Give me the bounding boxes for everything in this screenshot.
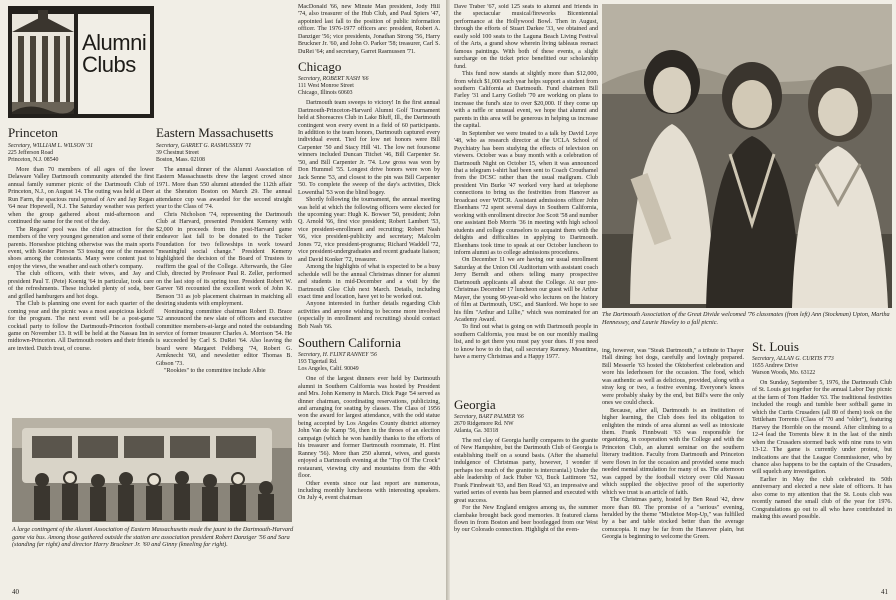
georgia-continued: ing, however, was "Steak Dartmouth," a tribute to Thayer Hall dining: hot dogs, carefully and lovingly prepared. Bill Messerle '63 hosted the Oktoberfest celebration and wore his lederhosen for the occasion. The food, which was authentic as well as delicious, provided, along with a stray keg or two, a festive evening. Everyone's knees were probably shaky by the end, but Bill's were the only ones we could check. (602, 348, 744, 407)
southern-california-paragraph: Other events since our last report are numerous, including monthly luncheons with interesting speakers. On July 4, event chairman (298, 480, 440, 502)
eastern-massachusetts-paragraph: Nominating committee chairman Robert D. Brace '52 announced the new slate of officers and executive committee members-at-large and noted the outstanding service of former treasurer Charles A. Morrison '54. He is succeeded by Carl S. DuRei '64. Also leaving the board were Margaret Feldberg '74, Robert G. Armknecht '60, and newsletter editor Thomas B. Gibson '73. (156, 308, 292, 367)
st-louis-column (752, 340, 892, 596)
princeton-paragraph: The Regans' pool was the chief attraction for the members of the very youngest generation and some of their parents. Horseshoe pitching otherwise was the main sports event, with Kester Pierson '53 tossing one of the meanest shoes among the contestants. Many were content just to enjoy the views, the weather and each other's company. (8, 226, 154, 270)
third-column (298, 4, 440, 594)
southern-california-continued: In September we were treated to a talk by David Loye '48, who as research director at the UCLA School of Psychiatry has been studying the effects of television on viewers. October was a busy month with a celebration of Dartmouth Night on October 15, when it was announced that a telegram t-shirt had been sent to Coach Crouthamel from the DCSC rather than the usual mailgram. Club president Vin Burke '47 worked very hard at telephone connections to bring us the festivities from Hanover as broadcast over WDCR. Assistant admissions officer John Elsenhans '72 spent several days in Southern California, working with enrollment director Joe Scott '58 and number one assistant Bob Morris '36 in meeting with high school students and college counselors to acquaint them with the delights and difficulties in applying to Dartmouth. Elsenhans took time to speak at our October luncheon to inform alumni as to college admissions procedures. (454, 130, 598, 256)
great-divide-caption: The Dartmouth Association of the Great Divide welcomed '76 classmates (from left) Ann (Stockman) Upton, Martha Hennessey, and Laurie Hawley to a fall picnic. (602, 311, 890, 326)
princeton-heading: Princeton (8, 126, 58, 140)
southern-california-address-line-1: 193 Tigertail Rd. (298, 359, 338, 366)
st-louis-paragraph: Earlier in May the club celebrated its 50th anniversary and elected a new slate of officers. It has also come to my attention that the St. Louis club was recently named the small club of the year for 1976. Congratulations go out to all who have contributed in making this award possible. (752, 476, 892, 521)
georgia-secretary: Secretary, BART PALMER '66 (454, 414, 524, 420)
eastern-massachusetts-address-line-1: 39 Chestnut Street (156, 150, 199, 156)
southern-california-continued: On December 11 we are having our usual enrollment Saturday at the Union Oil Auditorium with assistant coach Jerry Berndt and others telling many prospective Dartmouth applicants all about the College. At our pre-Christmas December 17 luncheon our guest will be Arthur Mayer, the young 90-year-old who lectures on the history of film at Dartmouth, USC, and Stanford. We hope to see his film "Arthur and Lillie," which was nominated for an Academy Award. (454, 257, 598, 324)
princeton-paragraph: More than 70 members of all ages of the lower Delaware Valley Dartmouth community attended the first annual family summer picnic of the Dartmouth Club of Princeton, N.J., on August 14. The outing was held at Deer Run Farm, the spacious rural spread of Arv and Jay Regan '64 near Hopewell, N.J. The Saturday weather was perfect when the group gathered about mid-afternoon and continued the same for the rest of the day. (8, 167, 154, 226)
eastern-massachusetts-paragraph: "Rookies" to the committee include Albie (164, 368, 266, 375)
eastern-massachusetts-secretary: Secretary, GARRET G. RASMUSSEN '71 (156, 143, 252, 149)
alumni-clubs-banner (8, 6, 154, 118)
georgia-paragraph: The red clay of Georgia hardly compares to the granite of New Hampshire, but the Dartmouth Club of Georgia is establishing itself on a sound basis. (After the shameful indulgence of Christmas party, however, I wonder if perhaps too much of the granite is intercranial.) Under the able leadership of Jack Huber '63, Buck Lattimore '52, Frank Finnbwait '63, and Ben Read '63, an impressive and varied series of events has been planned and executed with great success. (454, 438, 598, 504)
chicago-heading: Chicago (298, 59, 342, 75)
princeton-address-line-1: 225 Jefferson Road (8, 150, 53, 156)
georgia-address-line-2: Atlanta, Ga. 30318 (454, 428, 499, 434)
eastern-massachusetts-heading: Eastern Massachusetts (156, 126, 274, 140)
chicago-paragraph: Among the highlights of what is expected to be a busy schedule will be the annual Christmas dinner for alumni and students in mid-December and a visit by the Dartmouth Glee Club next March. Details, including exact time and location, have yet to be worked out. (298, 264, 440, 300)
eastern-massachusetts-paragraph: Chris Nicholson '74, representing the Dartmouth Club at Harvard, presented President Kemeny with $2,000 in proceeds from the post-Harvard game endeavor last fall to be donated to the Tucker Foundation for two fellowships in work toward "meaningful social change." President Kemeny highlighted the decision of the Board of Trustees to reaffirm the goal of the College. Afterwards, the Glee Club, directed by Professor Paul R. Zeller, performed on the last stop of its spring tour. President Robert W. Garver '68 recounted the excellent work of John K. Benson '31 as job placement chairman in matching all desiring students with employment. (156, 211, 292, 308)
chicago-paragraph: Anyone interested in further details regarding Club activities and anyone wishing to become more involved (especially in enrollment and recruiting) should contact Bob Nash '66. (298, 301, 440, 330)
chicago-address-line-2: Chicago, Illinois 60603 (298, 90, 353, 97)
southern-california-secretary: Secretary, H. FLINT RANNEY '56 (298, 352, 377, 359)
right-page (450, 0, 896, 600)
princeton-address-line-2: Princeton, N.J. 08540 (8, 157, 59, 163)
left-page-number: 40 (12, 588, 19, 596)
alumni-clubs-title: Alumni Clubs (82, 30, 147, 77)
princeton-secretary: Secretary, WILLIAM L. WILSON '31 (8, 143, 94, 149)
st-louis-secretary: Secretary, ALLAN G. CURTIS T'73 (752, 356, 834, 362)
southern-california-continued: To find out what is going on with Dartmouth people in southern California, you must be on our monthly mailing list, and to get there you must pay your dues. If you need to know how to do that, call secretary Ranney. Meantime, have a merry Christmas and a Happy 1977. (454, 324, 598, 361)
chicago-address-line-1: 111 West Monroe Street (298, 83, 354, 90)
chicago-secretary: Secretary, ROBERT NASH '66 (298, 76, 369, 83)
bus-group-illustration (12, 418, 292, 522)
southern-california-paragraph: One of the largest dinners ever held by Dartmouth alumni in Southern California was hosted by President and Mrs. John Kemeny in March. Dick Page '54 served as dinner chairman, coordinating reservations, publicizing, and arranging for seating by classes. The Class of 1956 won the award for largest attendance, with the odd statue being accepted by Los Angeles County district attorney John Van de Kamp '56, then in the throes of an election campaign (which he won handily thanks to the efforts of his treasurer and former Dartmouth roommate, H. Flint Ranney '56). More than 250 alumni, wives, and guests enjoyed a Dartmouth evening at the "Top Of The Crock" restaurant, viewing city and mountains from the 40th floor. (298, 376, 440, 480)
eastern-massachusetts-address-line-2: Boston, Mass. 02108 (156, 157, 205, 163)
georgia-continued: The Christmas party, hosted by Ben Read '42, drew more than 80. The promise of a "serious" evening, heralded by the theme "Mistletoe Mop-Up," was fulfilled by a bar and table stocked better than the average cornucopia. It may be far from the Hanover plain, but Georgia is beginning to welcome the Green. (602, 497, 744, 541)
eastern-massachusetts-continued: MacDonald '66, new Minute Man president, Jody Hill '74, also treasurer of the Hub Club, and Paul Spiers '47, appointed last fall to the position of public information officer. The 1976-1977 officers are: president, Robert A. Danziger '56; vice presidents, Jonathan Strong '56, Harry Bruckner Jr. '60, and John O. Parker '58; treasurer, Carl S. DuRei '64; and secretary, Garret Rasmussen '71. (298, 4, 440, 55)
georgia-paragraph: For the New England emigres among us, the summer clambake brought back good memories. It featured clams flown in from Boston and beer bootlegged from our West by our Colorado connection. Highlight of the even- (454, 505, 598, 534)
southern-california-continued: This fund now stands at slightly more than $12,000, from which $1,000 each year helps support a student from southern California at Dartmouth. Fund chairmen Bill Farley '31 and Larry Gotlieb '70 are working on plans to increase the fund's size to over $20,000. If they come up with a raffle or unusual event, we hope that alumni and parents in this area will be generous in helping us increase the capital. (454, 71, 598, 130)
right-page-number: 41 (881, 588, 888, 596)
st-louis-heading: St. Louis (752, 340, 799, 354)
southern-california-heading: Southern California (298, 335, 401, 351)
southern-california-continued: Dave Traber '67, sold 125 seats to alumni and friends in the spectacular musical/fireworks Bicentennial performance at the Hollywood Bowl. Then in August, through the efforts of Stuart Darkee '33, we obtained and easily sold 100 seats to the Laguna Beach Living Festival of the Arts, a grand show wherein living tableaus reenact famous paintings. With both of these events, a slight surcharge on the ticket price benefitted our scholarship fund. (454, 4, 598, 70)
st-louis-address-line-2: Warson Woods, Mo. 63122 (752, 370, 816, 376)
chicago-paragraph: Shortly following the tournament, the annual meeting was held at which the following officers were elected for the upcoming year: Hugh K. Bowser '50, president; John Q. Arnold '66, first vice president; Robert Lambert '53, vice president-enrollment and recruiting; Robert Nash '66, vice president-publicity and secretary; Malcolm Jones '72, vice president-programs; Richard Waddell '72, vice president-undergraduates and recent graduate liaison; and David Konker '72, treasurer. (298, 197, 440, 263)
right-column-1 (454, 4, 598, 390)
princeton-paragraph: The Club is planning one event for each quarter of the coming year and the picnic was a most auspicious kickoff for the program. The next event will be a post-game cocktail party to follow the Dartmouth-Princeton football game on November 13. It will be held at the Nassau Inn in midtown-Princeton. All Dartmouth rooters and their friends are invited. Dutch treat, of course. (8, 301, 154, 352)
left-page (0, 0, 446, 600)
st-louis-address-line-1: 1655 Andrew Drive (752, 363, 799, 369)
princeton-paragraph: The club officers, with their wives, and Jay and president Paul T. (Pete) Koenig '64 in particular, took care of the refreshments. These included plenty of soda, beer and grilled hamburgers and hot dogs. (8, 271, 154, 300)
georgia-continued: Because, after all, Dartmouth is an institution of higher learning, the Club does feel its obligation to enlighten the minds of area alumni as well as intoxicate them. Frank Finnbwait '63 was responsible for organizing, in cooperation with the College and with the Princeton Club, an alumni seminar on the southern literary tradition. Faculty from Dartmouth and Princeton were flown in for the occasion and provided some much needed mental stimulation for many of us. The afternoon was capped by the football victory over Old Nassau which supplied the objective proof of the superiority which we trust is an article of faith. (602, 407, 744, 496)
bus-group-photo (12, 418, 292, 522)
georgia-heading: Georgia (454, 398, 496, 412)
chicago-paragraph: Dartmouth team sweeps to victory! In the first annual Dartmouth-Princeton-Harvard Alumni Golf Tournament held at Shoreacres Club in Lake Bluff, Ill., the Dartmouth contingent won every event in a field of 60 participants. In addition to the team honors, Dartmouth captured every individual event. Tied for low net honors were Bill Carpenter '50 and Stacy Hill '41. The low net foursome winners included Duncan Titchet '46, Bill Carpenter Sr. '50, and Bill Carpenter Jr. '74. Low gross was won by Don Hummel '55. Longest drive honors were won by Jack Senne '53, and closest to the pin was Bill Carpenter '50. To complete the sweep of the day's activities, Dick Lowenthal '53 won the blind bogey. (298, 100, 440, 196)
right-column-3 (602, 348, 744, 596)
great-divide-photo (602, 4, 892, 308)
southern-california-address-line-2: Los Angeles, Calif. 90049 (298, 366, 359, 373)
georgia-address-line-1: 2670 Ridgemore Rd. NW (454, 421, 514, 427)
georgia-column (454, 398, 598, 596)
st-louis-paragraph: On Sunday, September 5, 1976, the Dartmouth Club of St. Louis got together for the annual Labor Day picnic at the farm of Tom Hadder '63. The traditional festivities included the rough and tumble beer softball game in which the Curtis Crusaders (all 80 of them) took on the Tettleham Torrents (Class of '70 and "older"), featuring Harvey the Horrible on the mound. After climbing to a 12-4 lead the Torrents blew it in the last of the ninth when the Crusaders stormed back with nine runs to win 13-12. The game is currently under protest, but indications are that the League Commissioner, who by chance also happens to be the captain of the Crusaders, will squelch any investigation. (752, 380, 892, 476)
three-women-illustration (602, 4, 892, 308)
eastern-massachusetts-column (156, 126, 292, 416)
bus-photo-caption: A large contingent of the Alumni Association of Eastern Massachusetts made the jaunt to the Dartmouth-Harvard game via bus. Among those gathered outside the station are association president Robert Danziger '56 and Sara (standing far right) and director Harry Bruckner Jr. '60 and Ginny (kneeling far right). (12, 526, 294, 549)
princeton-column (8, 126, 154, 456)
eastern-massachusetts-paragraph: The annual dinner of the Alumni Association of Eastern Massachusetts drew the largest crowd since 1971. More than 550 alumni attended the 112th affair at the Sheraton Boston on March 29. The annual attendance cup was awarded for the second straight year to the Class of '74. (156, 167, 292, 211)
